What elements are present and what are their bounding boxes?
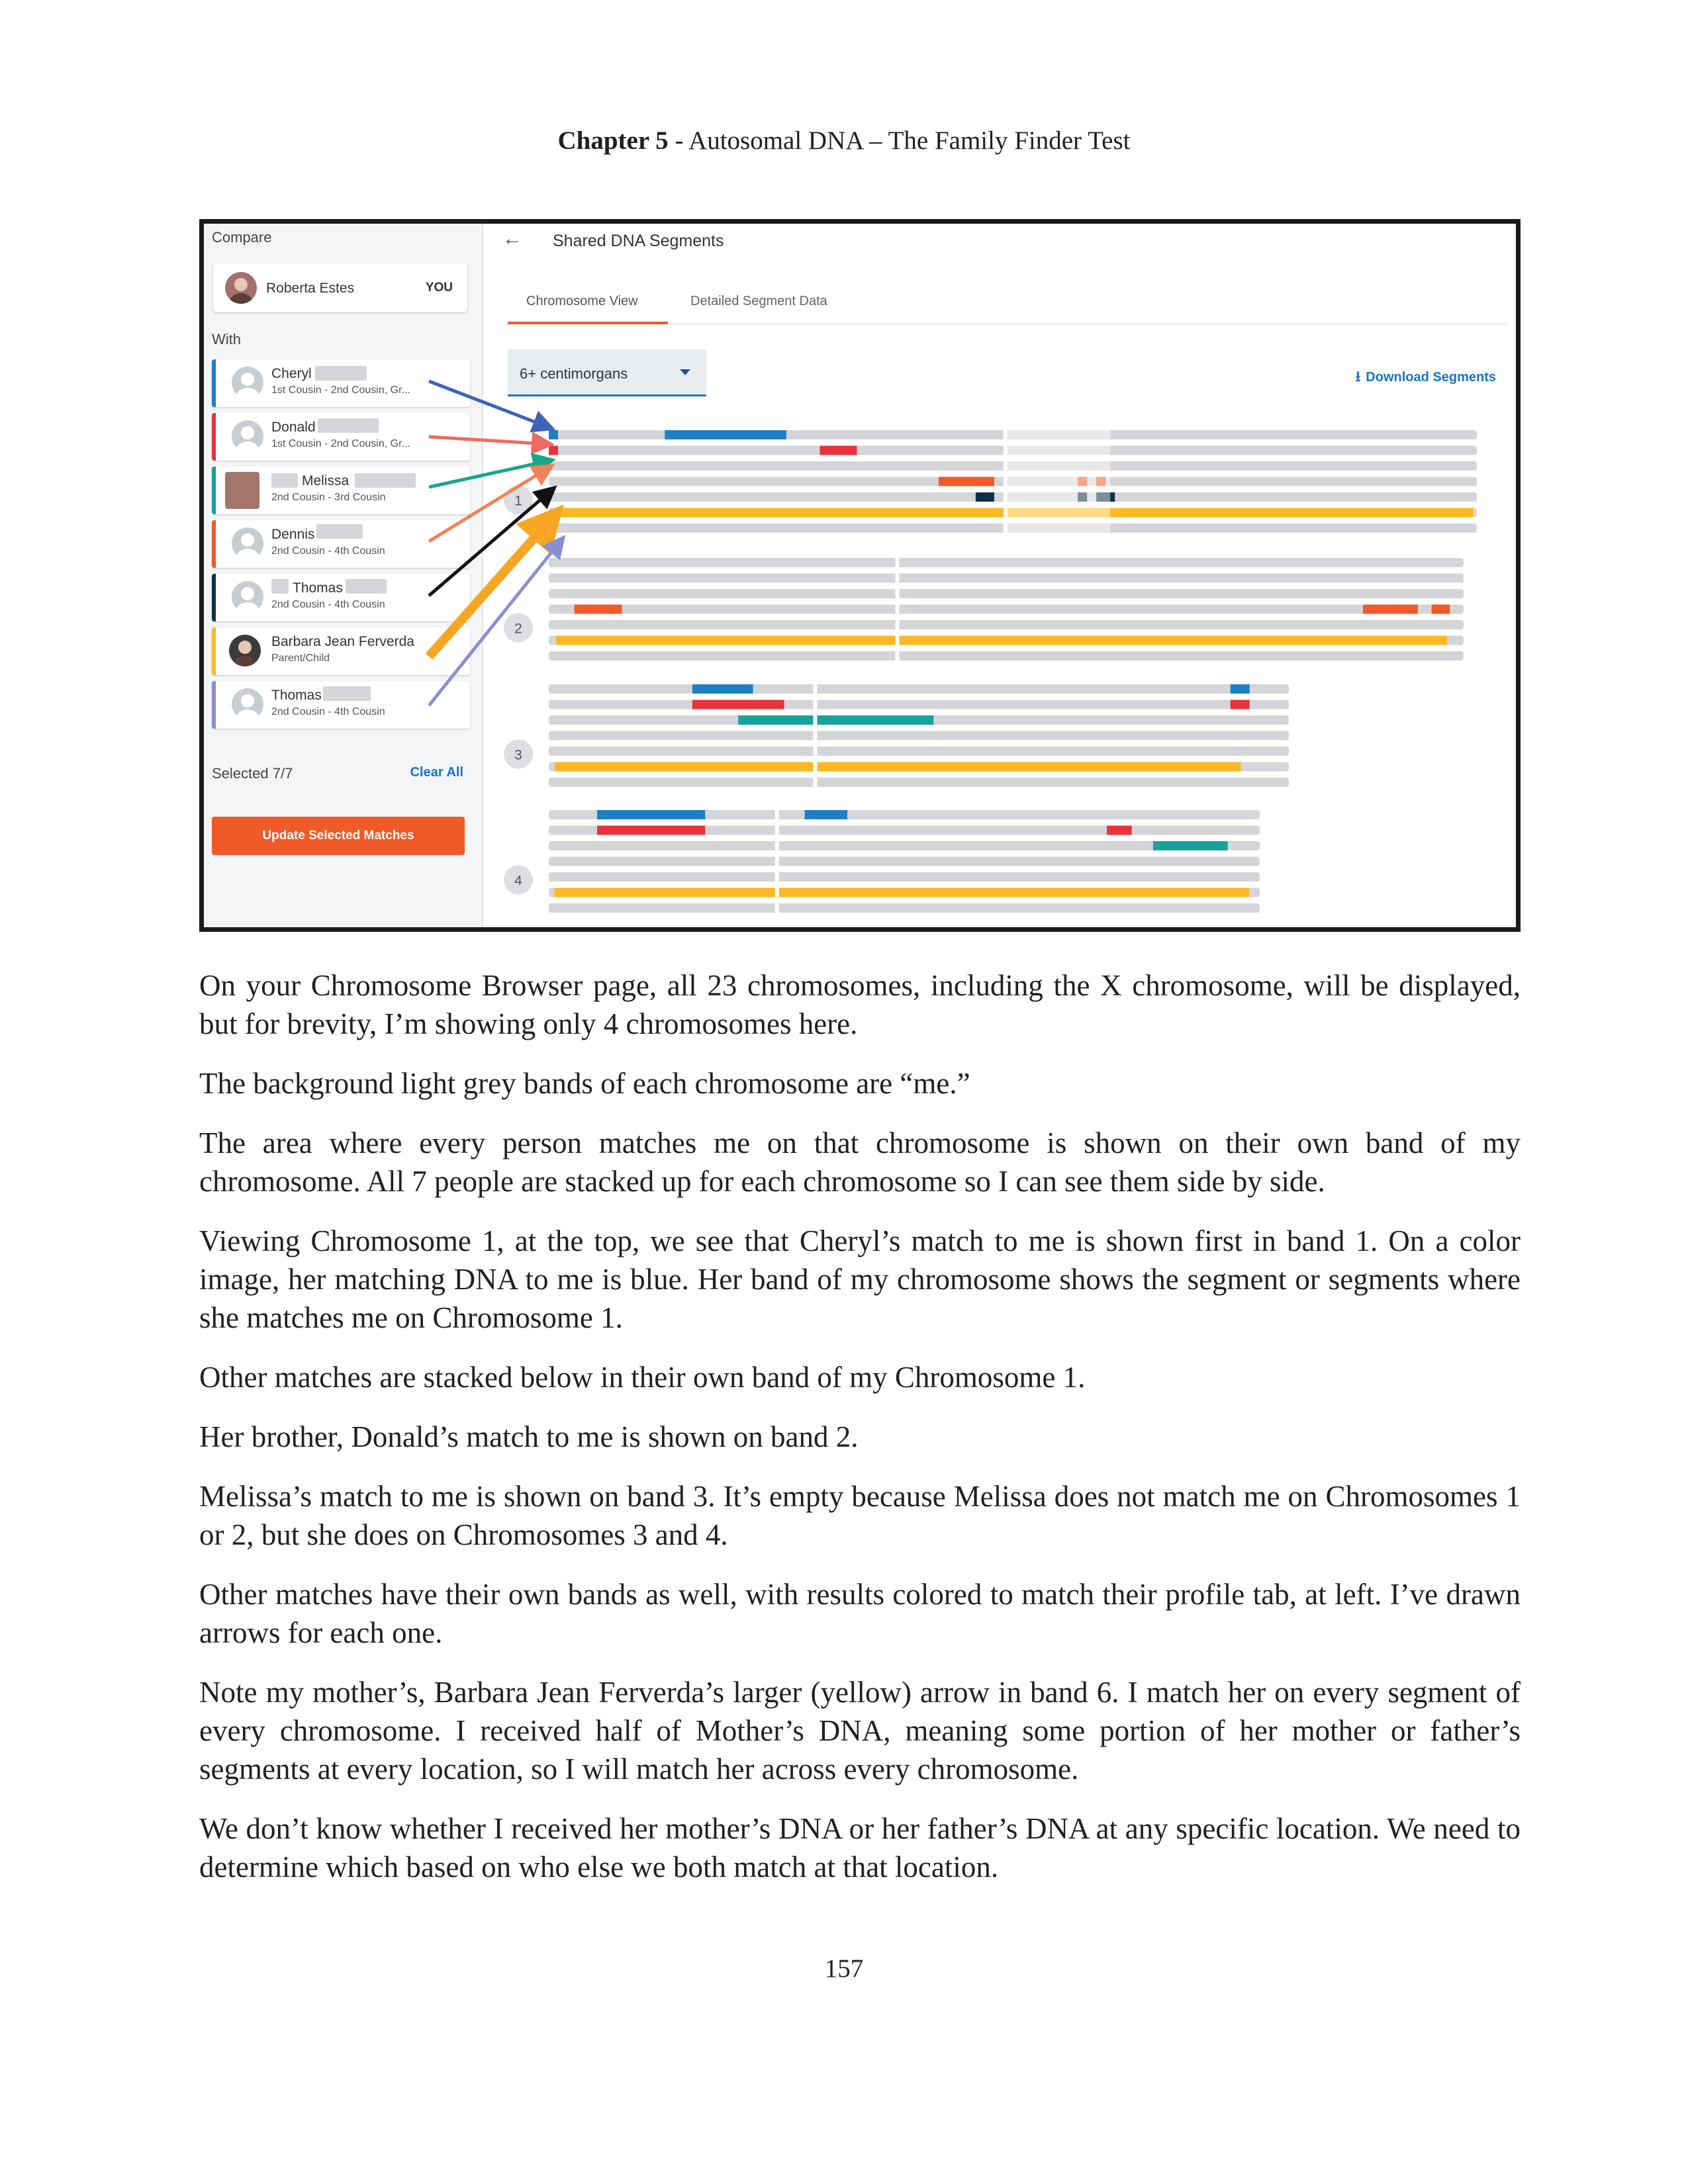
match-name: Melissa xyxy=(302,473,350,488)
match-relation: 2nd Cousin - 4th Cousin xyxy=(271,545,385,557)
match-relation: 1st Cousin - 2nd Cousin, Gr... xyxy=(271,438,410,449)
annotation-arrows xyxy=(204,224,1516,927)
match-name: Barbara Jean Ferverda xyxy=(271,634,414,649)
paragraph: The area where every person matches me on that chromosome is shown on their own band of my chromosome. All 7 people are stacked up for each chromosome so I can see them side by side. xyxy=(199,1126,1521,1198)
page-number: 157 xyxy=(824,1954,864,1983)
download-label: Download Segments xyxy=(1366,370,1496,385)
chromosome-number: 3 xyxy=(514,747,522,763)
paragraph: Melissa’s match to me is shown on band 3. It’s empty because Melissa does not match me on Chromosomes 1 or 2, but she does on Chromosomes 3 and 4. xyxy=(199,1480,1521,1551)
page-title: Shared DNA Segments xyxy=(553,232,724,250)
you-tag: YOU xyxy=(425,281,453,295)
match-name: Thomas xyxy=(271,688,322,703)
chromosome-number: 1 xyxy=(514,493,522,509)
chromosome-number: 2 xyxy=(514,621,522,637)
arrow-cheryl xyxy=(429,381,549,428)
chapter-label: Chapter 5 xyxy=(557,126,669,155)
match-relation: 2nd Cousin - 3rd Cousin xyxy=(271,492,386,503)
body-text xyxy=(199,966,1521,1907)
dropdown-value: 6+ centimorgans xyxy=(520,365,628,382)
chromosome-number: 4 xyxy=(514,873,522,889)
back-arrow-icon[interactable]: ← xyxy=(502,228,522,250)
paragraph: On your Chromosome Browser page, all 23 chromosomes, including the X chromosome, will be displayed, but for brevity, I’m showing only 4 chromosomes here. xyxy=(199,969,1521,1040)
match-name: Donald xyxy=(271,420,316,435)
match-relation: 2nd Cousin - 4th Cousin xyxy=(271,599,385,610)
tab-chromosome-view[interactable]: Chromosome View xyxy=(526,294,638,308)
chapter-title: - Autosomal DNA – The Family Finder Test xyxy=(675,126,1131,155)
you-name: Roberta Estes xyxy=(266,281,355,296)
tab-detailed-segment-data[interactable]: Detailed Segment Data xyxy=(690,294,827,308)
with-label: With xyxy=(212,331,241,347)
match-name: Thomas xyxy=(293,580,343,596)
selected-count: Selected 7/7 xyxy=(212,765,293,782)
match-relation: 1st Cousin - 2nd Cousin, Gr... xyxy=(271,385,410,396)
paragraph: Note my mother’s, Barbara Jean Ferverda’s larger (yellow) arrow in band 6. I match her on every segment of every chromosome. I received half of Mother’s DNA, meaning some portion of her mother or father’s segments at every location, so I will match her across every chromosome. xyxy=(199,1676,1521,1786)
match-name: Cheryl xyxy=(271,366,312,381)
paragraph: The background light grey bands of each chromosome are “me.” xyxy=(199,1067,970,1100)
running-header xyxy=(0,126,1688,156)
download-icon: ⭳ xyxy=(1355,368,1361,385)
chromosome-browser-screenshot xyxy=(199,219,1521,932)
arrow-melissa xyxy=(429,461,549,487)
arrow-dennis xyxy=(429,467,549,541)
arrow-donald xyxy=(429,437,548,444)
paragraph: We don’t know whether I received her mother’s DNA or her father’s DNA at any specific location. We need to determine which based on who else we both match at that location. xyxy=(199,1812,1521,1884)
match-relation: Parent/Child xyxy=(271,653,330,664)
compare-label: Compare xyxy=(212,229,272,246)
paragraph: Other matches have their own bands as well, with results colored to match their profile tab, at left. I’ve drawn arrows for each one. xyxy=(199,1578,1521,1649)
paragraph: Viewing Chromosome 1, at the top, we see that Cheryl’s match to me is shown first in band 1. On a color image, her matching DNA to me is blue. Her band of my chromosome shows the segment or segments where she matches me on Chromosome 1. xyxy=(199,1224,1521,1334)
paragraph: Other matches are stacked below in their own band of my Chromosome 1. xyxy=(199,1361,1086,1394)
paragraph: Her brother, Donald’s match to me is shown on band 2. xyxy=(199,1420,859,1453)
update-selected-matches-button[interactable]: Update Selected Matches xyxy=(212,817,465,855)
match-relation: 2nd Cousin - 4th Cousin xyxy=(271,706,385,717)
arrow-barbara xyxy=(429,515,555,657)
match-name: Dennis xyxy=(271,527,315,542)
clear-all-link[interactable]: Clear All xyxy=(410,765,463,780)
arrow-thomas-2 xyxy=(429,540,561,705)
